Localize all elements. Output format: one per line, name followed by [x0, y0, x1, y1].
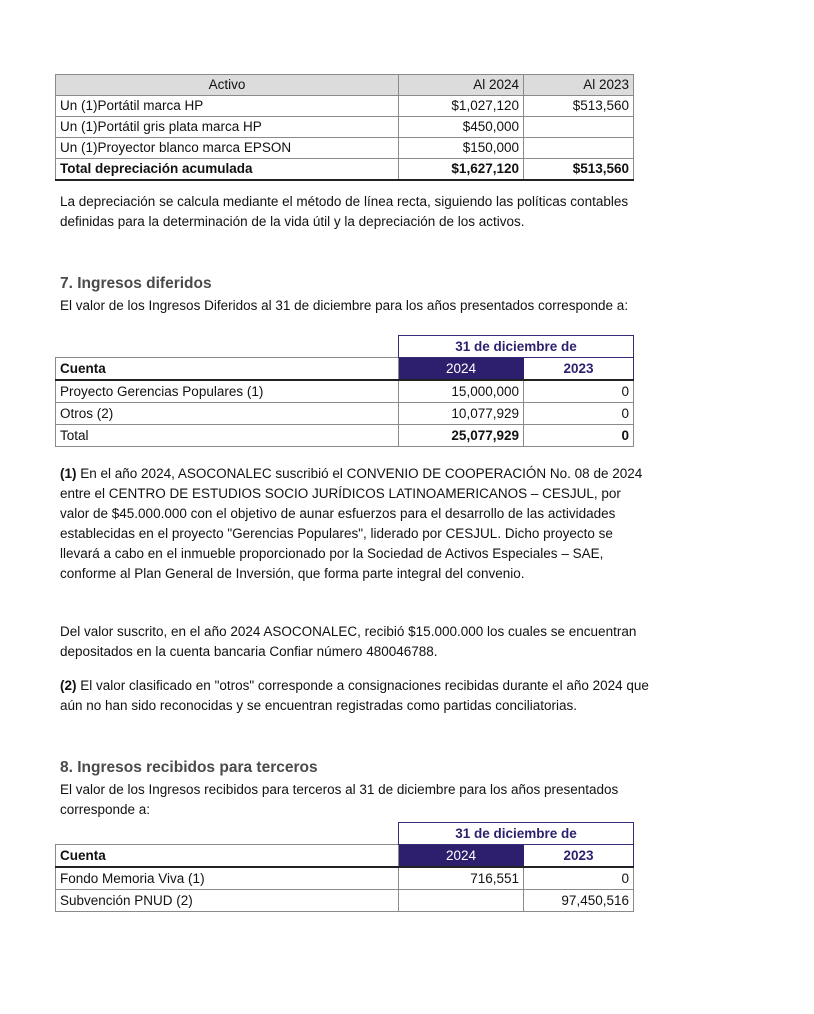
note-1-label: (1)	[60, 466, 77, 481]
table-row	[56, 138, 634, 159]
asset-name: Un (1)Portátil marca HP	[56, 96, 399, 117]
value-2024	[399, 890, 524, 912]
section8-title: 8. Ingresos recibidos para terceros	[60, 759, 318, 776]
note-2-label: (2)	[60, 678, 77, 693]
note-1-text: En el año 2024, ASOCONALEC suscribió el CONVENIO DE COOPERACIÓN No. 08 de 2024 entre el CENTRO DE ESTUDIOS SOCIO JURÍDICOS LATINOAMERICANOS – CESJUL, por valor de $45.000.000 con el objetivo de aunar esfuerzos para el desarrollo de las actividades establecidas en el proyecto "Gerencias Populares", liderado por CESJUL. Dicho proyecto se llevará a cabo en el inmueble proporcionado por la Sociedad de Activos Especiales – SAE, conforme al Plan General de Inversión, que forma parte integral del convenio.	[60, 466, 643, 581]
value-2023: 0	[524, 867, 634, 890]
table-row	[56, 867, 634, 890]
table-row	[56, 96, 634, 117]
account-name: Proyecto Gerencias Populares (1)	[56, 380, 399, 403]
col-2023-header: 2023	[524, 358, 634, 381]
note-1	[60, 464, 650, 584]
col-cuenta-header: Cuenta	[56, 358, 399, 381]
group-header-row	[56, 336, 634, 358]
section7-intro: El valor de los Ingresos Diferidos al 31 de diciembre para los años presentados corresponde a:	[60, 298, 629, 313]
table-row	[56, 890, 634, 912]
section7-title: 7. Ingresos diferidos	[60, 275, 212, 292]
value-2024: 716,551	[399, 867, 524, 890]
value-2024: $150,000	[399, 138, 524, 159]
asset-name: Un (1)Proyector blanco marca EPSON	[56, 138, 399, 159]
depreciation-table	[55, 74, 634, 181]
value-2024: $450,000	[399, 117, 524, 138]
total-2023: 0	[524, 425, 634, 447]
section8-intro: El valor de los Ingresos recibidos para terceros al 31 de diciembre para los años presentados corresponde a:	[60, 782, 619, 817]
total-2024: $1,627,120	[399, 159, 524, 181]
value-2024: $1,027,120	[399, 96, 524, 117]
col-2024-header: 2024	[399, 358, 524, 381]
value-2023: 0	[524, 403, 634, 425]
value-2024: 10,077,929	[399, 403, 524, 425]
col-2023-header: Al 2023	[524, 75, 634, 96]
asset-name: Un (1)Portátil gris plata marca HP	[56, 117, 399, 138]
col-2023-header: 2023	[524, 845, 634, 868]
total-2023: $513,560	[524, 159, 634, 181]
note-1-extra: Del valor suscrito, en el año 2024 ASOCONALEC, recibió $15.000.000 los cuales se encuentran depositados en la cuenta bancaria Confiar número 480046788.	[60, 624, 637, 659]
value-2023: 0	[524, 380, 634, 403]
table-row	[56, 117, 634, 138]
table-header-row	[56, 358, 634, 381]
depreciation-note: La depreciación se calcula mediante el método de línea recta, siguiendo las políticas contables definidas para la determinación de la vida útil y la depreciación de los activos.	[60, 194, 629, 229]
total-2024: 25,077,929	[399, 425, 524, 447]
group-header: 31 de diciembre de	[399, 823, 634, 845]
note-2	[60, 676, 650, 716]
total-row	[56, 425, 634, 447]
col-activo-header: Activo	[56, 75, 399, 96]
deferred-income-table	[55, 335, 634, 447]
col-2024-header: 2024	[399, 845, 524, 868]
account-name: Subvención PNUD (2)	[56, 890, 399, 912]
total-label: Total depreciación acumulada	[56, 159, 399, 181]
table-header-row	[56, 75, 634, 96]
table-row	[56, 403, 634, 425]
total-label: Total	[56, 425, 399, 447]
table-row	[56, 380, 634, 403]
third-party-income-table	[55, 822, 634, 912]
group-header-row	[56, 823, 634, 845]
total-row	[56, 159, 634, 181]
col-cuenta-header: Cuenta	[56, 845, 399, 868]
value-2023	[524, 117, 634, 138]
account-name: Otros (2)	[56, 403, 399, 425]
account-name: Fondo Memoria Viva (1)	[56, 867, 399, 890]
group-header: 31 de diciembre de	[399, 336, 634, 358]
note-2-text: El valor clasificado en "otros" corresponde a consignaciones recibidas durante el año 2024 que aún no han sido reconocidas y se encuentran registradas como partidas conciliatorias.	[60, 678, 649, 713]
value-2023: $513,560	[524, 96, 634, 117]
col-2024-header: Al 2024	[399, 75, 524, 96]
value-2023	[524, 138, 634, 159]
value-2023: 97,450,516	[524, 890, 634, 912]
table-header-row	[56, 845, 634, 868]
value-2024: 15,000,000	[399, 380, 524, 403]
